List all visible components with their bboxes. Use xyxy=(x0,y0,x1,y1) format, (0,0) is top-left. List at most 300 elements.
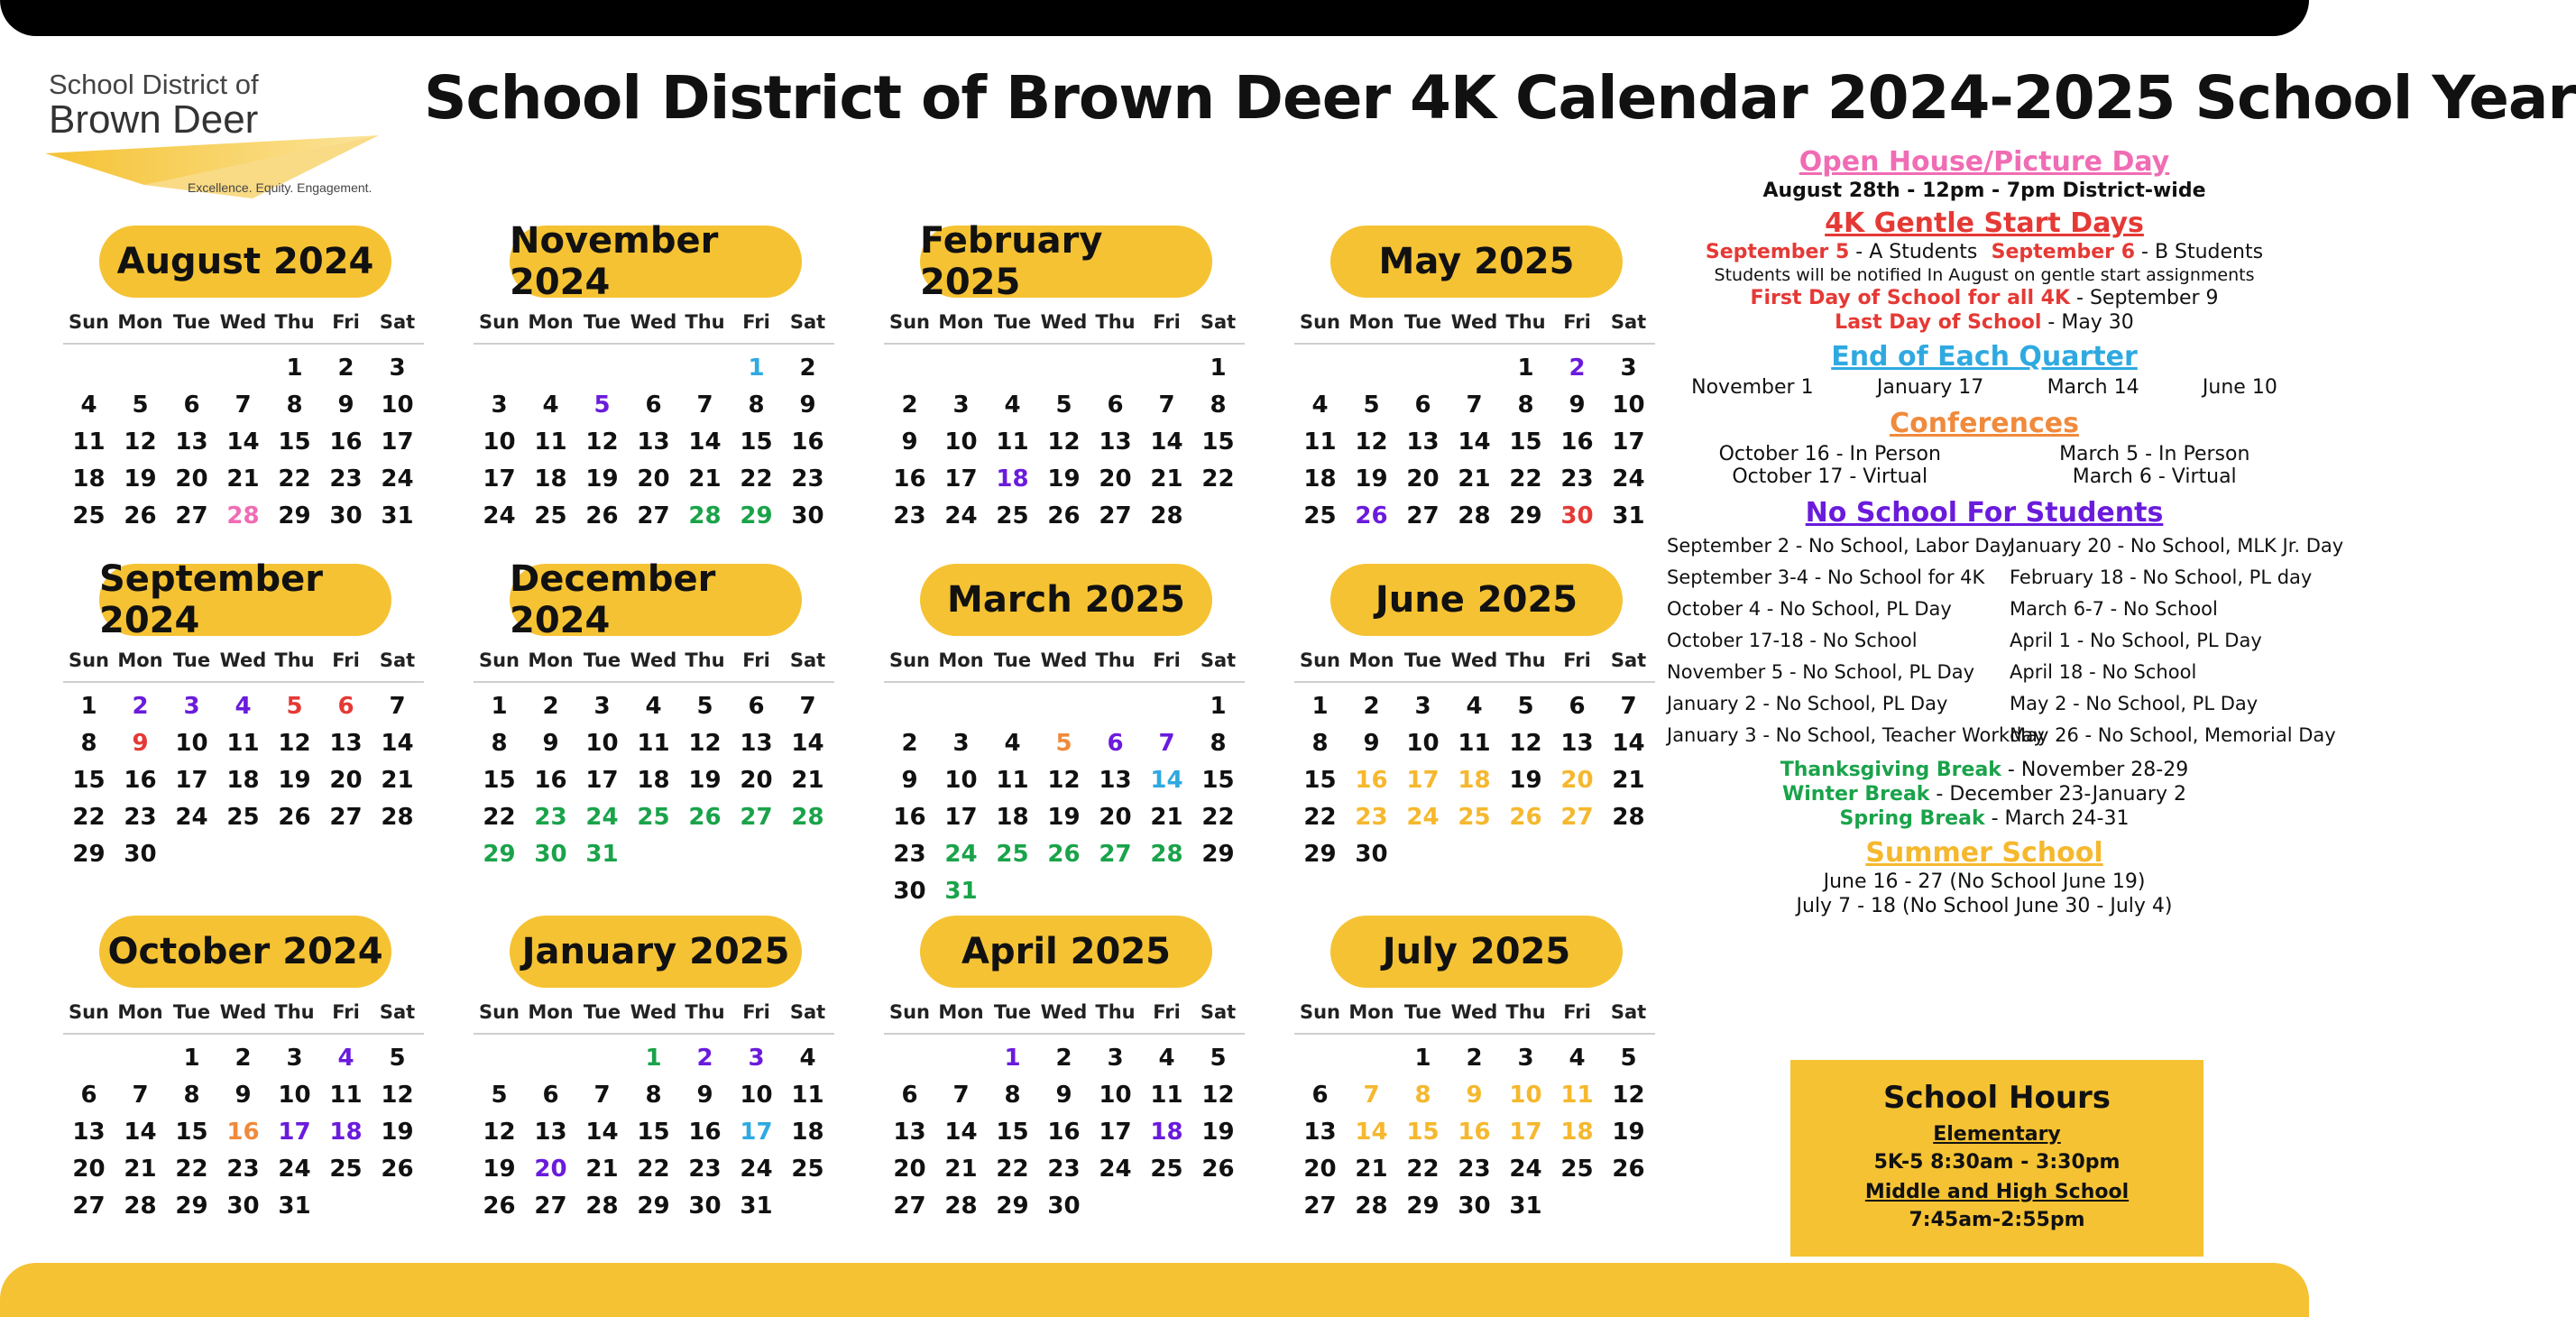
day-cell: 9 xyxy=(1466,1082,1483,1109)
weekday-label: Mon xyxy=(117,1001,163,1023)
weekday-label: Thu xyxy=(685,1001,725,1023)
day-cell: 29 xyxy=(483,841,516,868)
day-cell: 14 xyxy=(585,1119,619,1146)
day-cell: 17 xyxy=(1406,767,1440,794)
day-cell: 6 xyxy=(748,693,765,720)
empty-cell xyxy=(628,350,679,387)
month-title: May 2025 xyxy=(1330,226,1623,298)
empty-cell xyxy=(1449,350,1500,387)
day-cell: 5 xyxy=(1620,1045,1637,1072)
day-cell: 24 xyxy=(1099,1156,1132,1183)
month-calendar xyxy=(474,220,845,568)
empty-cell xyxy=(935,1040,987,1077)
day-cell: 11 xyxy=(226,730,260,757)
day-cell: 29 xyxy=(278,502,311,530)
weekday-label: Wed xyxy=(630,311,677,333)
month-grid xyxy=(63,309,435,535)
day-cell: 9 xyxy=(1569,391,1586,419)
weekday-label: Wed xyxy=(1040,649,1088,671)
day-cell: 25 xyxy=(1560,1156,1594,1183)
bottom-bar xyxy=(0,1263,2309,1317)
month-calendar xyxy=(1294,916,1666,1258)
day-grid xyxy=(884,688,1256,910)
day-cell: 3 xyxy=(286,1045,303,1072)
day-cell: 23 xyxy=(226,1156,260,1183)
day-cell: 29 xyxy=(175,1193,208,1220)
weekday-header xyxy=(884,999,1256,1026)
day-cell: 23 xyxy=(124,804,157,831)
day-cell: 27 xyxy=(893,1193,926,1220)
month-grid xyxy=(884,999,1256,1225)
month-calendar xyxy=(884,564,1256,907)
day-cell: 22 xyxy=(1201,465,1235,493)
top-bar xyxy=(0,0,2309,36)
weekday-label: Fri xyxy=(1563,649,1591,671)
weekday-label: Fri xyxy=(1153,1001,1181,1023)
day-cell: 30 xyxy=(688,1193,722,1220)
weekday-label: Wed xyxy=(219,1001,267,1023)
header-divider xyxy=(474,1033,834,1035)
empty-cell xyxy=(1397,350,1449,387)
day-cell: 6 xyxy=(1107,391,1124,419)
day-cell: 2 xyxy=(132,693,149,720)
day-cell: 1 xyxy=(1517,355,1534,382)
weekday-label: Tue xyxy=(993,311,1032,333)
day-cell: 22 xyxy=(175,1156,208,1183)
empty-cell xyxy=(987,688,1038,725)
day-cell: 23 xyxy=(1458,1156,1491,1183)
weekday-label: Sun xyxy=(888,1001,931,1023)
day-cell: 23 xyxy=(893,502,926,530)
weekday-label: Tue xyxy=(1403,311,1442,333)
weekday-label: Tue xyxy=(583,311,621,333)
day-cell: 15 xyxy=(483,767,516,794)
day-cell: 26 xyxy=(688,804,722,831)
spring-break xyxy=(1660,807,2309,830)
no-school-item: November 5 - No School, PL Day xyxy=(1667,661,1975,683)
weekday-label: Fri xyxy=(742,1001,770,1023)
empty-cell xyxy=(115,1040,166,1077)
month-calendar xyxy=(884,916,1256,1258)
month-title: August 2024 xyxy=(99,226,391,298)
weekday-label: Thu xyxy=(685,311,725,333)
day-grid xyxy=(474,688,845,873)
day-cell: 11 xyxy=(791,1082,824,1109)
day-cell: 14 xyxy=(791,730,824,757)
day-cell: 20 xyxy=(1560,767,1594,794)
day-cell: 7 xyxy=(1363,1082,1380,1109)
day-cell: 27 xyxy=(637,502,670,530)
day-cell: 8 xyxy=(645,1082,662,1109)
day-cell: 23 xyxy=(1047,1156,1081,1183)
day-cell: 17 xyxy=(1509,1119,1542,1146)
day-cell: 10 xyxy=(1099,1082,1132,1109)
weekday-label: Tue xyxy=(993,1001,1032,1023)
weekday-label: Wed xyxy=(630,1001,677,1023)
day-cell: 11 xyxy=(637,730,670,757)
day-cell: 5 xyxy=(1210,1045,1227,1072)
day-cell: 8 xyxy=(1004,1082,1021,1109)
day-cell: 19 xyxy=(483,1156,516,1183)
day-cell: 26 xyxy=(585,502,619,530)
day-cell: 29 xyxy=(1406,1193,1440,1220)
weekday-label: Wed xyxy=(219,311,267,333)
weekday-header xyxy=(474,647,845,674)
day-cell: 22 xyxy=(637,1156,670,1183)
day-cell: 22 xyxy=(1509,465,1542,493)
day-cell: 1 xyxy=(1311,693,1329,720)
no-school-item: September 2 - No School, Labor Day xyxy=(1667,535,2012,557)
day-cell: 1 xyxy=(1210,355,1227,382)
day-cell: 18 xyxy=(996,804,1029,831)
break-label: Spring Break xyxy=(1839,807,1985,830)
day-cell: 18 xyxy=(1458,767,1491,794)
day-cell: 26 xyxy=(124,502,157,530)
day-cell: 24 xyxy=(483,502,516,530)
weekday-label: Sun xyxy=(1299,1001,1341,1023)
day-cell: 1 xyxy=(748,355,765,382)
day-grid xyxy=(1294,350,1666,535)
weekday-label: Mon xyxy=(1348,649,1394,671)
no-school-item: January 20 - No School, MLK Jr. Day xyxy=(2010,535,2344,557)
weekday-label: Sat xyxy=(1200,649,1237,671)
day-cell: 18 xyxy=(226,767,260,794)
day-cell: 26 xyxy=(1355,502,1388,530)
weekday-label: Sun xyxy=(888,311,931,333)
empty-cell xyxy=(525,350,576,387)
break-dates: - December 23-January 2 xyxy=(1929,783,2186,806)
day-cell: 18 xyxy=(637,767,670,794)
weekday-label: Fri xyxy=(742,649,770,671)
day-cell: 11 xyxy=(1303,428,1337,456)
empty-cell xyxy=(63,1040,115,1077)
day-cell: 18 xyxy=(534,465,567,493)
day-cell: 12 xyxy=(585,428,619,456)
empty-cell xyxy=(166,350,217,387)
day-cell: 20 xyxy=(893,1156,926,1183)
day-cell: 8 xyxy=(1210,391,1227,419)
last-day-label: Last Day of School xyxy=(1835,311,2042,334)
day-cell: 31 xyxy=(585,841,619,868)
summer-school-heading: Summer School xyxy=(1865,837,2103,869)
day-cell: 10 xyxy=(1406,730,1440,757)
last-day-line xyxy=(1660,311,2309,334)
day-cell: 9 xyxy=(1363,730,1380,757)
day-cell: 27 xyxy=(1406,502,1440,530)
day-cell: 21 xyxy=(1150,804,1183,831)
day-cell: 13 xyxy=(1099,767,1132,794)
day-cell: 20 xyxy=(637,465,670,493)
day-cell: 12 xyxy=(124,428,157,456)
page-title: School District of Brown Deer 4K Calendar 2024-2025 School Year xyxy=(424,63,2576,133)
day-cell: 28 xyxy=(585,1193,619,1220)
day-cell: 30 xyxy=(124,841,157,868)
empty-cell xyxy=(1090,688,1141,725)
day-cell: 15 xyxy=(278,428,311,456)
last-day-date: - May 30 xyxy=(2041,311,2134,334)
day-cell: 4 xyxy=(1158,1045,1175,1072)
weekday-label: Sat xyxy=(379,311,416,333)
day-cell: 3 xyxy=(1517,1045,1534,1072)
break-dates: - November 28-29 xyxy=(2001,759,2189,781)
day-cell: 13 xyxy=(1099,428,1132,456)
weekday-header xyxy=(1294,309,1666,336)
day-cell: 27 xyxy=(1099,502,1132,530)
day-cell: 3 xyxy=(593,693,611,720)
weekday-label: Fri xyxy=(1563,1001,1591,1023)
school-hours-box xyxy=(1790,1060,2203,1257)
weekday-label: Wed xyxy=(1040,311,1088,333)
day-cell: 21 xyxy=(1458,465,1491,493)
day-cell: 25 xyxy=(226,804,260,831)
weekday-label: Sun xyxy=(478,649,520,671)
weekday-label: Mon xyxy=(528,311,574,333)
day-cell: 24 xyxy=(1406,804,1440,831)
day-cell: 21 xyxy=(791,767,824,794)
day-cell: 13 xyxy=(329,730,363,757)
header-divider xyxy=(884,343,1245,345)
day-cell: 4 xyxy=(1311,391,1329,419)
summer-session: July 7 - 18 (No School June 30 - July 4) xyxy=(1796,895,2173,917)
middle-high-label: Middle and High School xyxy=(1864,1181,2130,1203)
month-title: October 2024 xyxy=(99,916,391,988)
day-cell: 5 xyxy=(1055,391,1072,419)
day-cell: 13 xyxy=(72,1119,106,1146)
day-grid xyxy=(884,350,1256,535)
day-cell: 21 xyxy=(688,465,722,493)
weekday-label: Sun xyxy=(1299,649,1341,671)
day-cell: 31 xyxy=(1509,1193,1542,1220)
day-cell: 26 xyxy=(1201,1156,1235,1183)
day-cell: 12 xyxy=(1509,730,1542,757)
day-cell: 10 xyxy=(740,1082,773,1109)
day-cell: 5 xyxy=(696,693,713,720)
weekday-label: Thu xyxy=(274,1001,315,1023)
day-cell: 28 xyxy=(1612,804,1645,831)
weekday-label: Wed xyxy=(219,649,267,671)
weekday-label: Sun xyxy=(478,1001,520,1023)
day-cell: 20 xyxy=(72,1156,106,1183)
quarter-1: November 1 xyxy=(1691,376,1814,399)
day-cell: 28 xyxy=(226,502,260,530)
month-grid xyxy=(1294,647,1666,873)
empty-cell xyxy=(576,1040,628,1077)
weekday-label: Sat xyxy=(1200,1001,1237,1023)
day-cell: 26 xyxy=(1047,502,1081,530)
day-cell: 10 xyxy=(381,391,414,419)
empty-cell xyxy=(217,350,269,387)
gentle-b-date: September 6 xyxy=(1991,241,2136,263)
day-cell: 4 xyxy=(645,693,662,720)
day-cell: 21 xyxy=(1150,465,1183,493)
gentle-b-text: - B Students xyxy=(2135,241,2264,263)
weekday-label: Mon xyxy=(938,311,984,333)
day-cell: 1 xyxy=(645,1045,662,1072)
conferences-heading: Conferences xyxy=(1890,408,2079,439)
day-cell: 14 xyxy=(1458,428,1491,456)
header-divider xyxy=(474,343,834,345)
month-calendar xyxy=(474,558,845,907)
day-cell: 30 xyxy=(1458,1193,1491,1220)
day-grid xyxy=(63,688,435,873)
day-cell: 11 xyxy=(996,428,1029,456)
month-grid xyxy=(474,309,845,535)
day-cell: 26 xyxy=(1509,804,1542,831)
day-cell: 21 xyxy=(1355,1156,1388,1183)
weekday-label: Tue xyxy=(172,649,211,671)
day-cell: 15 xyxy=(740,428,773,456)
logo-line1: School District of xyxy=(49,69,259,100)
day-cell: 15 xyxy=(1509,428,1542,456)
day-cell: 22 xyxy=(278,465,311,493)
day-cell: 24 xyxy=(944,841,978,868)
day-cell: 11 xyxy=(1560,1082,1594,1109)
day-cell: 4 xyxy=(80,391,97,419)
quarter-2: January 17 xyxy=(1876,376,1984,399)
day-cell: 19 xyxy=(585,465,619,493)
day-cell: 24 xyxy=(1509,1156,1542,1183)
day-cell: 8 xyxy=(1517,391,1534,419)
day-cell: 18 xyxy=(329,1119,363,1146)
day-grid xyxy=(63,350,435,535)
day-grid xyxy=(1294,1040,1666,1225)
day-cell: 17 xyxy=(585,767,619,794)
month-grid xyxy=(884,647,1256,910)
day-cell: 9 xyxy=(132,730,149,757)
elementary-label: Elementary xyxy=(1933,1123,2061,1146)
day-cell: 20 xyxy=(1099,804,1132,831)
day-cell: 25 xyxy=(637,804,670,831)
day-cell: 30 xyxy=(226,1193,260,1220)
day-cell: 19 xyxy=(1355,465,1388,493)
day-cell: 2 xyxy=(542,693,559,720)
empty-cell xyxy=(474,1040,525,1077)
day-cell: 27 xyxy=(175,502,208,530)
day-cell: 14 xyxy=(944,1119,978,1146)
day-cell: 22 xyxy=(483,804,516,831)
day-cell: 15 xyxy=(1406,1119,1440,1146)
day-cell: 5 xyxy=(1363,391,1380,419)
day-cell: 15 xyxy=(175,1119,208,1146)
break-label: Thanksgiving Break xyxy=(1780,759,2001,781)
day-cell: 28 xyxy=(944,1193,978,1220)
month-grid xyxy=(1294,999,1666,1225)
weekday-label: Sat xyxy=(1610,311,1647,333)
weekday-label: Sat xyxy=(1610,649,1647,671)
month-title: April 2025 xyxy=(920,916,1212,988)
day-cell: 29 xyxy=(1303,841,1337,868)
header-divider xyxy=(63,343,424,345)
day-cell: 11 xyxy=(329,1082,363,1109)
day-cell: 1 xyxy=(286,355,303,382)
first-day-line xyxy=(1660,287,2309,309)
header-divider xyxy=(1294,343,1655,345)
day-cell: 16 xyxy=(124,767,157,794)
day-cell: 19 xyxy=(124,465,157,493)
day-cell: 10 xyxy=(1509,1082,1542,1109)
header-divider xyxy=(474,681,834,683)
day-cell: 9 xyxy=(901,767,918,794)
day-cell: 28 xyxy=(688,502,722,530)
day-cell: 5 xyxy=(1517,693,1534,720)
month-title: June 2025 xyxy=(1330,564,1623,636)
header-divider xyxy=(63,1033,424,1035)
month-title: December 2024 xyxy=(510,564,802,636)
day-cell: 28 xyxy=(1150,841,1183,868)
day-cell: 1 xyxy=(1414,1045,1431,1072)
day-cell: 26 xyxy=(381,1156,414,1183)
weekday-label: Mon xyxy=(117,311,163,333)
day-cell: 4 xyxy=(1004,730,1021,757)
day-cell: 2 xyxy=(901,730,918,757)
day-cell: 14 xyxy=(1150,767,1183,794)
day-cell: 2 xyxy=(1363,693,1380,720)
day-cell: 30 xyxy=(329,502,363,530)
month-title: July 2025 xyxy=(1330,916,1623,988)
day-cell: 25 xyxy=(1303,502,1337,530)
weekday-label: Thu xyxy=(1095,649,1136,671)
day-cell: 6 xyxy=(183,391,200,419)
day-cell: 24 xyxy=(381,465,414,493)
weekday-label: Tue xyxy=(1403,1001,1442,1023)
day-cell: 13 xyxy=(534,1119,567,1146)
month-grid xyxy=(474,999,845,1225)
day-cell: 2 xyxy=(337,355,354,382)
no-school-item: September 3-4 - No School for 4K xyxy=(1667,566,1985,588)
day-cell: 23 xyxy=(791,465,824,493)
weekday-label: Fri xyxy=(1563,311,1591,333)
day-cell: 12 xyxy=(483,1119,516,1146)
day-cell: 10 xyxy=(483,428,516,456)
day-cell: 13 xyxy=(637,428,670,456)
month-grid xyxy=(474,647,845,873)
day-cell: 13 xyxy=(175,428,208,456)
quarter-3: March 14 xyxy=(2047,376,2139,399)
month-calendar xyxy=(474,916,845,1258)
day-cell: 20 xyxy=(534,1156,567,1183)
header-divider xyxy=(884,681,1245,683)
month-calendar xyxy=(1294,226,1666,568)
day-cell: 21 xyxy=(1612,767,1645,794)
day-cell: 6 xyxy=(901,1082,918,1109)
first-day-date: - September 9 xyxy=(2070,287,2219,309)
no-school-heading: No School For Students xyxy=(1805,497,2164,529)
empty-cell xyxy=(525,1040,576,1077)
breaks-list xyxy=(1660,759,2309,830)
summer-session: June 16 - 27 (No School June 19) xyxy=(1823,870,2146,893)
month-calendar xyxy=(63,226,435,568)
day-cell: 4 xyxy=(1466,693,1483,720)
day-cell: 6 xyxy=(80,1082,97,1109)
conf-item: March 5 - In Person xyxy=(2059,443,2250,465)
day-cell: 19 xyxy=(381,1119,414,1146)
day-cell: 11 xyxy=(72,428,106,456)
day-cell: 16 xyxy=(1047,1119,1081,1146)
weekday-label: Thu xyxy=(1095,1001,1136,1023)
empty-cell xyxy=(1346,350,1397,387)
day-cell: 7 xyxy=(235,391,252,419)
day-cell: 3 xyxy=(1620,355,1637,382)
month-grid xyxy=(884,309,1256,535)
day-cell: 4 xyxy=(542,391,559,419)
day-cell: 22 xyxy=(1406,1156,1440,1183)
day-cell: 27 xyxy=(1303,1193,1337,1220)
day-cell: 28 xyxy=(1355,1193,1388,1220)
day-cell: 10 xyxy=(944,767,978,794)
day-cell: 6 xyxy=(1569,693,1586,720)
day-cell: 14 xyxy=(1612,730,1645,757)
day-cell: 10 xyxy=(1612,391,1645,419)
